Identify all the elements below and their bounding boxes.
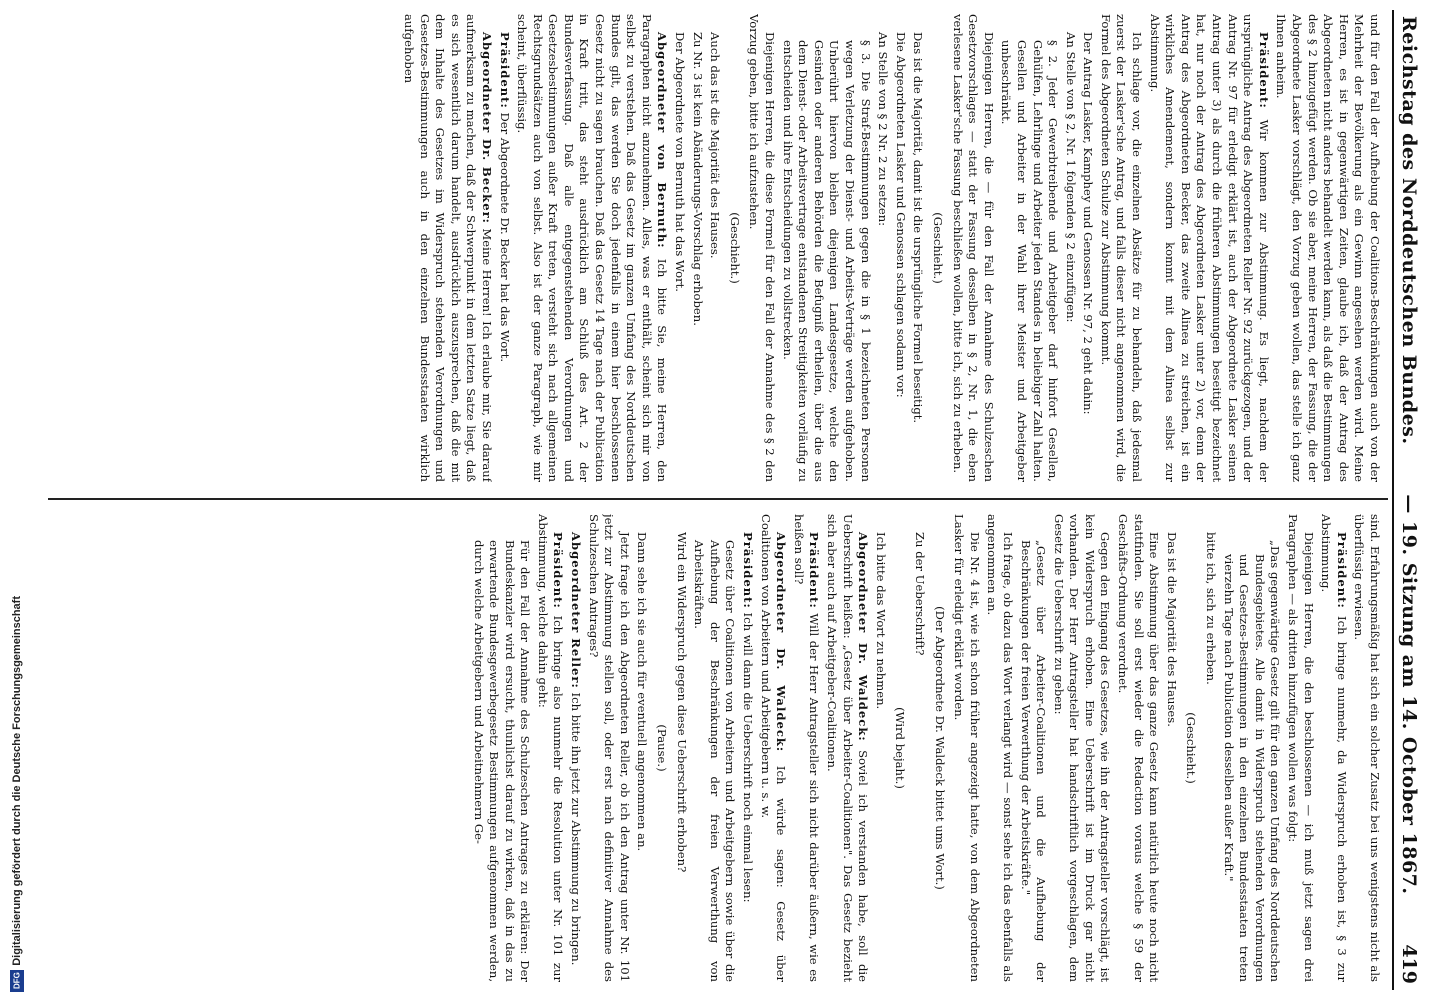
speaker-name: Präsident: (497, 32, 512, 109)
paragraph-text: Ich würde sagen: Gesetz über Coalitionen von Arbeitern und Arbeitgebern u. s. w. (758, 514, 789, 982)
paragraph-text: Der Abgeordnete von Bernuth hat das Wort. (673, 32, 688, 292)
paragraph-text: Der Abgeordnete Dr. Becker hat das Wort. (497, 108, 512, 363)
right-column (62, 514, 1382, 982)
paragraph (1183, 514, 1199, 982)
paragraph (1273, 14, 1382, 482)
paragraph (1050, 514, 1112, 982)
paragraph-text: bitte ich, sich zu erheben. (1204, 532, 1219, 685)
page-number: 419 (1398, 944, 1420, 984)
paragraph-text: Diejenigen Herren, die — für den Fall der Annahme des Schulzeschen Gesetzvorschlages — statt der Fassung desselben in § 2, Nr. 1, die eben verlesene Lasker'sche Fassung beschließen wollen, bitte ich, sich zu erheben. (950, 14, 996, 482)
paragraph-text: Ich bitte das Wort zu nehmen. (873, 532, 888, 710)
page-header (1392, 10, 1428, 990)
running-title: Reichstag des Norddeutschen Bundes. (1398, 16, 1420, 445)
paragraph (673, 514, 689, 982)
paragraph-text: (Geschieht.) (727, 212, 742, 284)
speaker-name: Abgeordneter von Bernuth: (655, 32, 670, 249)
paragraph-text: Eine Abstimmung über das ganze Gesetz kann natürlich heute noch nicht stattfinden. Sie soll erst wieder die Redaction voraus welche § 59 der Geschäfts-Ordnung verordnet. (1116, 514, 1162, 982)
paragraph (1017, 514, 1048, 982)
paragraph (1097, 14, 1144, 482)
paragraph (892, 14, 908, 482)
speaker-name: Abgeordneter Dr. Waldeck: (856, 532, 871, 742)
paragraph-text: Ich bitte ihn jetzt zur Abstimmung zu bringen. (569, 688, 584, 966)
paragraph (998, 14, 1060, 482)
paragraph (910, 14, 926, 482)
paragraph (585, 514, 632, 982)
paragraph-text: Diejenigen Herren, die den beschlossenen — ich muß jetzt sagen drei Paragraphen — als dritten hinzufügen wollen was folgt: (1286, 514, 1316, 982)
dfg-logo: DFG (10, 970, 24, 992)
speaker-name: Präsident: (741, 532, 756, 609)
paragraph (757, 514, 788, 982)
paragraph (1318, 514, 1349, 982)
column-divider (48, 498, 1388, 500)
paragraph-text: An Stelle von § 2 Nr. 2 zu setzen: (876, 32, 891, 227)
paragraph-text: Ich schlage vor, die einzelnen Absätze für zu behandeln, daß jedesmal zuerst der Lasker'sche Antrag, und falls dieser nicht angenommen wird, die Formel des Abgeordneten Schulze zur Abstimmung kommt. (1098, 14, 1145, 482)
paragraph (671, 14, 687, 482)
paragraph (1115, 514, 1162, 982)
paragraph (634, 514, 650, 982)
paragraph (1351, 514, 1382, 982)
paragraph-text: Der Antrag Lasker, Kamphey und Genossen Nr. 97, 2 geht dahin: (1081, 32, 1096, 415)
digitization-footer (0, 0, 34, 1000)
paragraph (892, 514, 908, 982)
paragraph-text: (Geschieht.) (1184, 712, 1199, 784)
paragraph-text: Zu Nr. 3 ist kein Abänderungs-Vorschlag erhoben. (690, 32, 705, 326)
paragraph (691, 514, 738, 982)
paragraph-text: Gesetz über Coalitionen von Arbeitern und Arbeitgebern sowie über die Aufhebung der Beschränkungen der freien Verwerthung von Arbeitskräften. (692, 540, 738, 982)
paragraph (1163, 514, 1179, 982)
paragraph-text: § 3. Die Straf-Bestimmungen gegen die in § 1 bezeichneten Personen wegen Verletzung der Dienst- und Arbeits-Verträge werden aufgehoben. Unberührt hiervon bleiben diejenigen Landesgesetze, welche den Gesinden oder anderen Behörden die Befugniß ertheilen, über die aus dem Dienst- oder Arbeitsvertrage entstandenen Streitigkeiten vorläufig zu entscheiden und ihre Entscheidungen zu vollstrecken. (780, 40, 873, 482)
digitization-note: Digitalisierung gefördert durch die Deutsche Forschungsgemeinschaft (11, 596, 23, 966)
speaker-name: Präsident: (807, 532, 822, 609)
paragraph-text: sind. Erfahrungsmäßig hat sich ein solcher Zusatz bei uns wenigstens nicht als überflüssig erwiesen. (1352, 514, 1382, 982)
paragraph-text: Jetzt frage ich den Abgeordneten Reller, ob ich den Antrag unter Nr. 101 jetzt zur Abstimmung stellen soll, oder erst nach definitiver Annahme des Schulzeschen Antrages? (586, 514, 632, 982)
paragraph (1080, 14, 1096, 482)
paragraph (931, 514, 947, 982)
speaker-name: Abgeordneter Dr. Waldeck: (774, 532, 789, 753)
paragraph (1062, 14, 1078, 482)
speaker-name: Präsident: (551, 532, 566, 609)
paragraph-text: Soviel ich verstanden habe, soll die Ueberschrift heißen: „Gesetz über Arbeiter-Coalitionen". Das Gesetz bezieht sich aber auch auf Arbeitgeber-Coalitionen. (825, 514, 871, 982)
paragraph-text: Wir kommen zur Abstimmung. Es liegt, nachdem der ursprüngliche Antrag des Abgeordneten Reller Nr. 92 zurückgezogen, und der Antrag Nr. 97 für erledigt erklärt ist, auch der Abgeordnete Lasker seinen Antrag unter 3) als durch die früheren Abstimmungen beseitigt bezeichnet hat, nur noch der Antrag des Abgeordneten Lasker unter 2) vor, denn der Antrag des Abgeordneten Becker, das zweite Alinea zu streichen, ist ein wirkliches Amendement, sondern kommt mit dem Alinea selbst zur Abstimmung. (1147, 14, 1271, 482)
paragraph (746, 14, 777, 482)
paragraph-text: An Stelle von § 2, Nr. 1 folgenden § 2 einzufügen: (1063, 32, 1078, 323)
paragraph (984, 514, 1015, 982)
paragraph-text: (Wird bejaht.) (893, 707, 908, 789)
paragraph-text: Ich will dann die Ueberschrift noch einmal lesen: (741, 608, 756, 903)
paragraph-text: „Das gegenwärtige Gesetz gilt für den ganzen Umfang des Norddeutschen Bundesgebietes. Alle damit in Widerspruch stehenden Verordnungen und Gesetzes-Bestimmungen in den einzelnen Bundesstaaten treten vierzehn Tage nach Publication desselben außer Kraft." (1221, 540, 1283, 982)
paragraph-text: Das ist die Majorität des Hauses. (1164, 532, 1179, 727)
paragraph (739, 514, 755, 982)
paragraph-text: Die Nr. 4 ist, wie ich schon früher angezeigt hatte, von dem Abgeordneten Lasker für erledigt erklärt worden. (952, 514, 982, 982)
paragraph-text: Zu der Ueberschrift? (912, 532, 927, 656)
paragraph (689, 14, 705, 482)
speaker-name: Präsident: (1334, 532, 1349, 609)
paragraph-text: Ich frage, ob dazu das Wort verlangt wird — sonst sehe ich das ebenfalls als angenommen an. (985, 514, 1015, 982)
paragraph (1202, 514, 1218, 982)
paragraph (911, 514, 927, 982)
speaker-name: Abgeordneter Dr. Becker: (479, 32, 494, 224)
speaker-name: Abgeordneter Reller: (569, 532, 584, 689)
paragraph (951, 514, 982, 982)
paragraph (568, 514, 584, 982)
paragraph (400, 14, 494, 482)
paragraph (1220, 514, 1282, 982)
speaker-name: Präsident: (1256, 32, 1271, 109)
paragraph (496, 14, 512, 482)
paragraph-text: Meine Herren! Ich erlaube mir, Sie darauf aufmerksam zu machen, daß der Schwerpunkt in dem letzten Satze liegt, daß es sich wesentlich darum handelt, ausdrücklich auszusprechen, daß die mit dem Inhalte des Gesetzes im Widerspruch stehenden Verordnungen und Gesetzes-Bestimmungen auch in den einzelnen Bundesstaaten wirklich aufgehoben (401, 14, 494, 482)
paragraph-text: Will der Herr Antragsteller sich nicht darüber äußern, wie es heißen soll? (791, 514, 822, 982)
left-column (62, 14, 1382, 482)
paragraph-text: Die Abgeordneten Lasker und Genossen schlagen sodann vor: (893, 32, 908, 398)
paragraph (872, 514, 888, 982)
paragraph (875, 14, 891, 482)
paragraph-text: Das ist die Majorität, damit ist die ursprüngliche Formel beseitigt. (911, 32, 926, 424)
paragraph (823, 514, 870, 982)
paragraph-text: Ich bringe also nunmehr die Resolution unter Nr. 101 zur Abstimmung, welche dahin geht: (535, 514, 566, 982)
paragraph-text: „Gesetz über Arbeiter-Coalitionen und die Aufhebung der Beschränkungen der freien Verwerthung der Arbeitskräfte." (1018, 540, 1049, 982)
paragraph-text: (Geschieht.) (930, 212, 945, 284)
paragraph-text: und für den Fall der Aufhebung der Coalitions-Beschränkungen auch von der Mehrheit der Bevölkerung als ein Gewinn angesehen werden wird. Meine Herren, es ist in gegenwärtigen Zeiten, glaube ich, daß der Antrag des Abgeordneten nicht anders behandelt werden kann, als daß die Bestimmungen des § 2 hinzugefügt werden. Ob sie aber, meine Herren, der Fassung, die der Abgeordnete Lasker vorschlägt, den Vorzug geben wollen, das stelle ich ganz Ihnen anheim. (1274, 14, 1382, 482)
paragraph-text: Wird ein Widerspruch gegen diese Ueberschrift erhoben? (674, 532, 689, 873)
paragraph-text: (Pause.) (655, 724, 670, 772)
paragraph (929, 14, 945, 482)
session-title: — 19. Sitzung am 14. October 1867. (1398, 494, 1420, 895)
paragraph-text: (Der Abgeordnete Dr. Waldeck bittet ums Wort.) (932, 606, 947, 890)
paragraph (790, 514, 821, 982)
paragraph (949, 14, 996, 482)
paragraph (534, 514, 565, 982)
paragraph-text: Ich bringe nunmehr, da Widerspruch erhoben ist, § 3 zur Abstimmung. (1319, 514, 1349, 982)
paragraph-text: Diejenigen Herren, die diese Formel für den Fall der Annahme des § 2 den Vorzug geben, bitte ich aufzustehen. (747, 14, 778, 482)
paragraph-text: § 2. Jeder Gewerbtreibende und Arbeitgeber darf hinfort Gesellen, Gehülfen, Lehrlinge und Arbeiter jeden Standes in beliebiger Zahl halten. Gesellen und Arbeiter in der Wahl ihrer Meister und Arbeitgeber unbeschränkt. (999, 40, 1061, 482)
paragraph-text: Ich bitte Sie, meine Herren, den Paragraphen nicht anzunehmen. Alles, was er enthält, scheint sich mir von selbst zu verstehen. Daß das Gesetz im ganzen Umfang des Norddeutschen Bundes gilt, das werden Sie doch jedenfalls in einem hier beschlossenen Gesetz nicht zu sagen brauchen. Daß das Gesetz 14 Tage nach der Publication in Kraft tritt, das steht ausdrücklich am Schluß des Art. 2 der Bundesverfassung. Daß alle entgegenstehenden Verordnungen und Gesetzesbestimmungen außer Kraft treten, versteht sich nach allgemeinen Rechtsgrundsätzen auch von selbst. Also ist der ganze Paragraph, wie mir scheint, überflüssig. (515, 14, 670, 482)
paragraph (1146, 14, 1271, 482)
paragraph (470, 514, 532, 982)
paragraph (514, 14, 670, 482)
paragraph (726, 14, 742, 482)
rotated-page (48, 10, 1428, 990)
paragraph (1284, 514, 1315, 982)
paragraph-text: Dann sehe ich sie auch für eventuell angenommen an. (635, 532, 650, 852)
paragraph-text: Auch das ist die Majorität des Hauses. (708, 32, 723, 259)
paragraph (653, 514, 669, 982)
paragraph-text: Gegen den Eingang des Gesetzes, wie ihn der Antragsteller vorschlägt, ist kein Widerspruch erhoben. Eine Ueberschrift ist im Druck gar nicht vorhanden. Der Herr Antragsteller hat handschriftlich vorgeschlagen, dem Gesetz die Ueberschrift zu geben: (1051, 514, 1113, 982)
paragraph (707, 14, 723, 482)
paragraph-text: Für den Fall der Annahme des Schulzeschen Antrages zu erklären: Der Bundeskanzler wird ersucht, thunlichst darauf zu wirken, daß in das zu erwartende Bundesgewerbegesetz Bestimmungen aufgenommen werden, durch welche Arbeitgebern und Arbeitnehmern Ge- (471, 540, 533, 982)
paragraph (779, 14, 873, 482)
